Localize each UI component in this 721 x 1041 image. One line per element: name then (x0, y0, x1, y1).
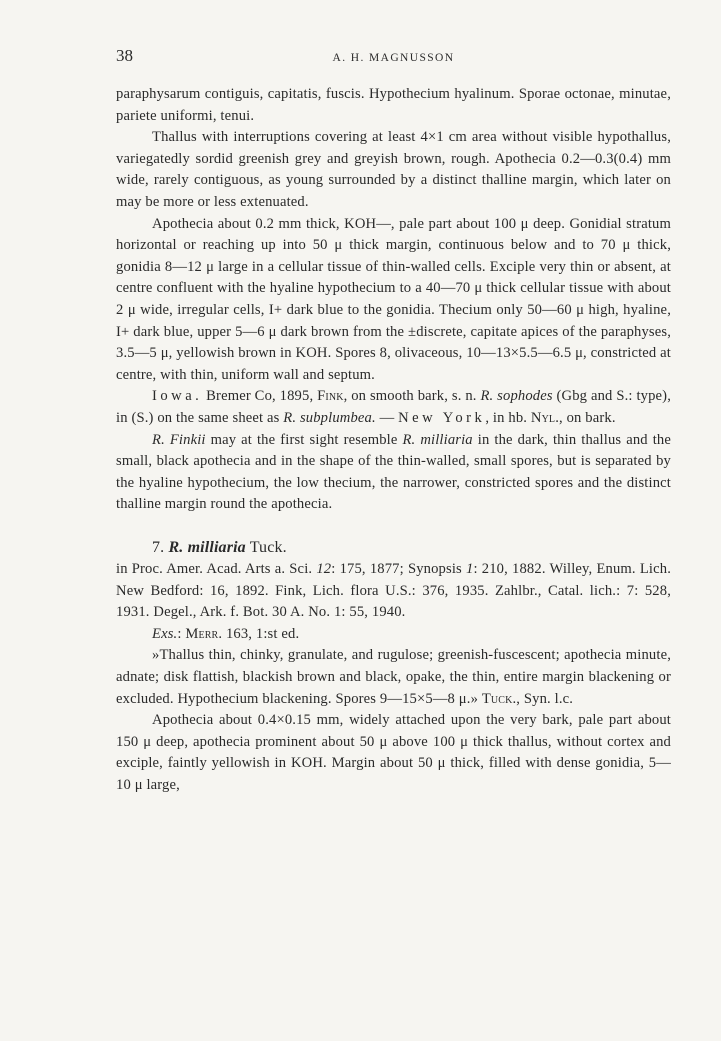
text-run: : 210, 1882. Willey, Enum. Lich. New Bedford: 16, 1892. Fink, Lich. flora U.S.: 376, 1935. Zahlbr., Catal. lich.: 7: 528, 1931. Degel., Ark. f. Bot. 30 A. No. 1: 55, 1940. (116, 561, 671, 621)
text-run: in the dark, thin thallus and the small, black apothecia and in the shape of the thin-walled, small spores, but is separated by the hyaline hypothecium, the low thecium, the narrower, constricted spores and the distinct thalline margin round the apothecia. (116, 431, 671, 513)
text-run: 163, 1:st ed. (222, 625, 300, 642)
species-name: R. milliaria (168, 539, 246, 557)
species-author: Tuck. (245, 539, 287, 557)
text-run: , in hb. (485, 409, 531, 426)
exs-label: Exs. (152, 625, 178, 642)
text-run: , Syn. l.c. (516, 690, 574, 707)
text-run: Bremer Co, 1895, (202, 388, 318, 405)
text-run: : (177, 625, 186, 642)
text-run: in Proc. Amer. Acad. Arts a. Sci. (116, 561, 317, 578)
taxon-sophodes: R. sophodes (480, 388, 553, 405)
text-run: (Gbg and S.: type), in (S.) on the same sheet as (116, 388, 671, 426)
taxon-subplumbea: R. subplumbea. (283, 409, 376, 426)
paragraph-thallus-description (116, 127, 671, 213)
paragraph-comparison (116, 430, 671, 516)
page-header (116, 46, 671, 70)
paragraph-exsiccatae (116, 624, 671, 646)
volume-1: 1 (465, 561, 474, 578)
text-run: Thallus with interruptions covering at least 4×1 cm area without visible hypothallus, variegatedly sordid greenish grey and greyish brown, rough. Apothecia 0.2—0.3(0.4) mm wide, rarely contiguous, as young surrounded by a distinct thalline margin, which later on may be more or less extenuated. (116, 129, 671, 210)
text-run: may at the first sight resemble (205, 431, 403, 448)
taxon-milliaria: R. milliaria (402, 431, 473, 448)
text-run: — (375, 409, 399, 426)
paragraph-specimens (116, 386, 671, 429)
merr-abbrev: Merr. (185, 625, 223, 642)
species-heading (116, 537, 671, 559)
body-text (116, 84, 671, 797)
paragraph-original-description-quote (116, 645, 671, 710)
text-run: »Thallus thin, chinky, granulate, and rugulose; greenish-fuscescent; apothecia minute, adnate; disk flattish, blackish brown and black, opake, the thin, entire margin blackening or excluded. Hypothecium blackening. Spores 9—15×5—8 μ.» (116, 647, 671, 707)
taxon-finkii: R. Finkii (152, 431, 206, 448)
text-run: Apothecia about 0.4×0.15 mm, widely attached upon the very bark, pale part about 150 μ deep, apothecia prominent about 50 μ above 100 μ thick thallus, without cortex and exciple, faintly yellowish in KOH. Margin about 50 μ thick, filled with dense gonidia, 5—10 μ large, (116, 712, 671, 793)
locality-new-york: New York (398, 409, 486, 426)
locality-iowa: Iowa. (152, 388, 203, 405)
text-run: , on bark. (559, 409, 616, 426)
species-number: 7. (152, 539, 169, 557)
paragraph-apothecia-anatomy (116, 214, 671, 387)
paragraph-apothecia-description (116, 710, 671, 796)
running-head: A. H. MAGNUSSON (332, 52, 455, 64)
herbarium-nyl: Nyl. (530, 409, 559, 426)
text-run: , on smooth bark, s. n. (343, 388, 481, 405)
volume-12: 12 (316, 561, 332, 578)
text-run: : 175, 1877; Synopsis (331, 561, 466, 578)
paragraph-latin-diagnosis-end (116, 84, 671, 127)
collector-fink: Fink (317, 388, 344, 405)
text-run: Apothecia about 0.2 mm thick, KOH—, pale part about 100 μ deep. Gonidial stratum horizontal or reaching up into 50 μ thick margin, continuous below and to 70 μ thick, gonidia 8—12 μ large in a cellular tissue of thin-walled cells. Exciple very thin or absent, at centre confluent with the hyaline hypothecium to a 40—70 μ thick cellular tissue with about 2 μ wide, irregular cells, I+ dark blue to the gonidia. Thecium only 50—60 μ high, hyaline, I+ dark blue, upper 5—6 μ dark brown from the ±discrete, capitate apices of the paraphyses, 3.5—5 μ, yellowish brown in KOH. Spores 8, olivaceous, 10—13×5.5—6.5 μ, constricted at centre, with thin, uniform wall and septum. (116, 215, 671, 383)
page-number: 38 (116, 46, 133, 65)
text-run: paraphysarum contiguis, capitatis, fuscis. Hypothecium hyalinum. Sporae octonae, minutae, pariete uniformi, tenui. (116, 86, 671, 124)
paragraph-references (116, 559, 671, 624)
section-spacer (116, 516, 671, 538)
author-tuck: Tuck. (481, 690, 517, 707)
